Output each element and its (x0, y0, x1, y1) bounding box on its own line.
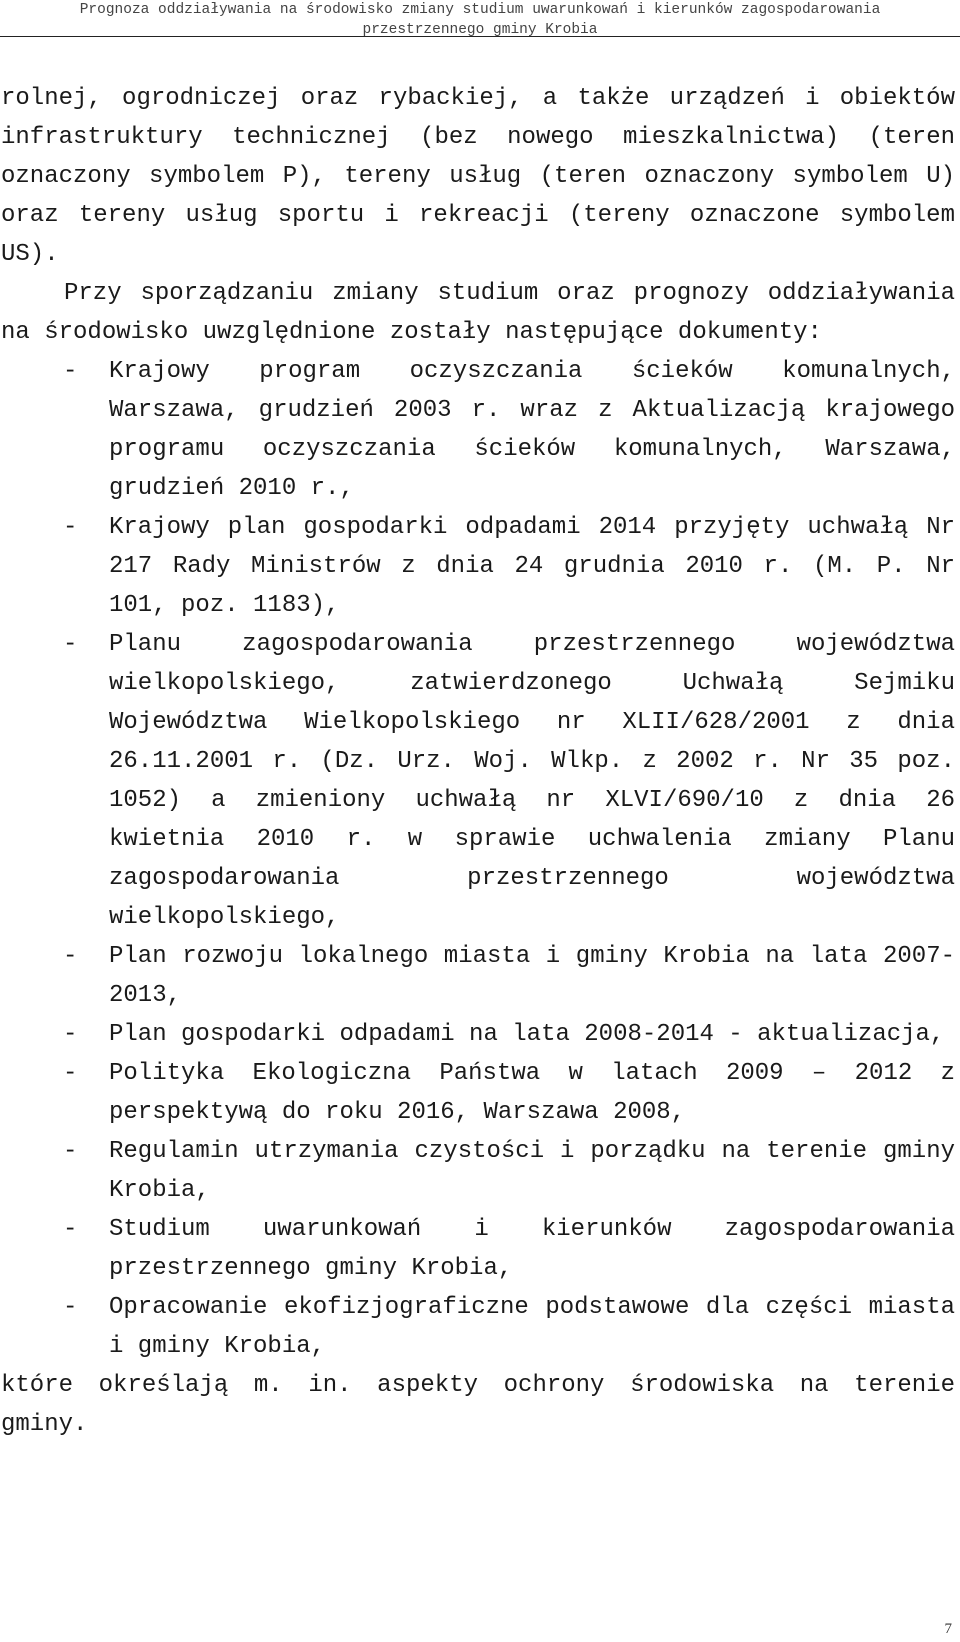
header-divider (0, 36, 960, 37)
list-item-text: Regulamin utrzymania czystości i porządku na terenie gminy Krobia, (109, 1138, 955, 1204)
list-dash: - (63, 1216, 78, 1243)
document-body (1, 79, 955, 1444)
list-dash: - (63, 1060, 78, 1087)
list-item-text: Krajowy program oczyszczania ścieków komunalnych, Warszawa, grudzień 2003 r. wraz z Aktualizacją krajowego programu oczyszczania ścieków komunalnych, Warszawa, grudzień 2010 r., (109, 358, 955, 502)
list-item (1, 508, 955, 625)
documents-list (1, 352, 955, 1366)
running-header-line-2: przestrzennego gminy Krobia (362, 22, 598, 38)
list-dash: - (63, 1021, 78, 1048)
running-header (0, 0, 960, 40)
list-item-text: Opracowanie ekofizjograficzne podstawowe dla części miasta i gminy Krobia, (109, 1294, 955, 1360)
list-item-text: Studium uwarunkowań i kierunków zagospodarowania przestrzennego gminy Krobia, (109, 1216, 955, 1282)
lead-paragraph: Przy sporządzaniu zmiany studium oraz prognozy oddziaływania na środowisko uwzględnione zostały następujące dokumenty: (1, 280, 955, 346)
list-item-text: Krajowy plan gospodarki odpadami 2014 przyjęty uchwałą Nr 217 Rady Ministrów z dnia 24 grudnia 2010 r. (M. P. Nr 101, poz. 1183), (109, 514, 955, 619)
list-item-text: Polityka Ekologiczna Państwa w latach 2009 – 2012 z perspektywą do roku 2016, Warszawa 2008, (109, 1060, 955, 1126)
list-dash: - (63, 1138, 78, 1165)
list-item-text: Plan gospodarki odpadami na lata 2008-2014 - aktualizacja, (109, 1021, 945, 1048)
page-number: 7 (944, 1621, 952, 1637)
intro-paragraph: rolnej, ogrodniczej oraz rybackiej, a także urządzeń i obiektów infrastruktury technicznej (bez nowego mieszkalnictwa) (teren oznaczony symbolem P), tereny usług (teren oznaczony symbolem U) oraz tereny usług sportu i rekreacji (tereny oznaczone symbolem US). (1, 85, 955, 268)
list-dash: - (63, 1294, 78, 1321)
list-dash: - (63, 943, 78, 970)
list-dash: - (63, 358, 78, 385)
list-item-text: Plan rozwoju lokalnego miasta i gminy Krobia na lata 2007-2013, (109, 943, 955, 1009)
list-item (1, 625, 955, 937)
running-header-line-1: Prognoza oddziaływania na środowisko zmiany studium uwarunkowań i kierunków zagospodarowania (79, 2, 881, 18)
list-item (1, 1210, 955, 1288)
list-item (1, 1288, 955, 1366)
list-item-text: Planu zagospodarowania przestrzennego województwa wielkopolskiego, zatwierdzonego Uchwałą Sejmiku Województwa Wielkopolskiego nr XLII/628/2001 z dnia 26.11.2001 r. (Dz. Urz. Woj. Wlkp. z 2002 r. Nr 35 poz. 1052) a zmieniony uchwałą nr XLVI/690/10 z dnia 26 kwietnia 2010 r. w sprawie uchwalenia zmiany Planu zagospodarowania przestrzennego województwa wielkopolskiego, (109, 631, 955, 931)
list-item (1, 352, 955, 508)
list-item (1, 1054, 955, 1132)
list-item (1, 937, 955, 1015)
list-item (1, 1132, 955, 1210)
closing-paragraph: które określają m. in. aspekty ochrony środowiska na terenie gminy. (1, 1372, 955, 1438)
list-item (1, 1015, 955, 1054)
list-dash: - (63, 514, 78, 541)
list-dash: - (63, 631, 78, 658)
